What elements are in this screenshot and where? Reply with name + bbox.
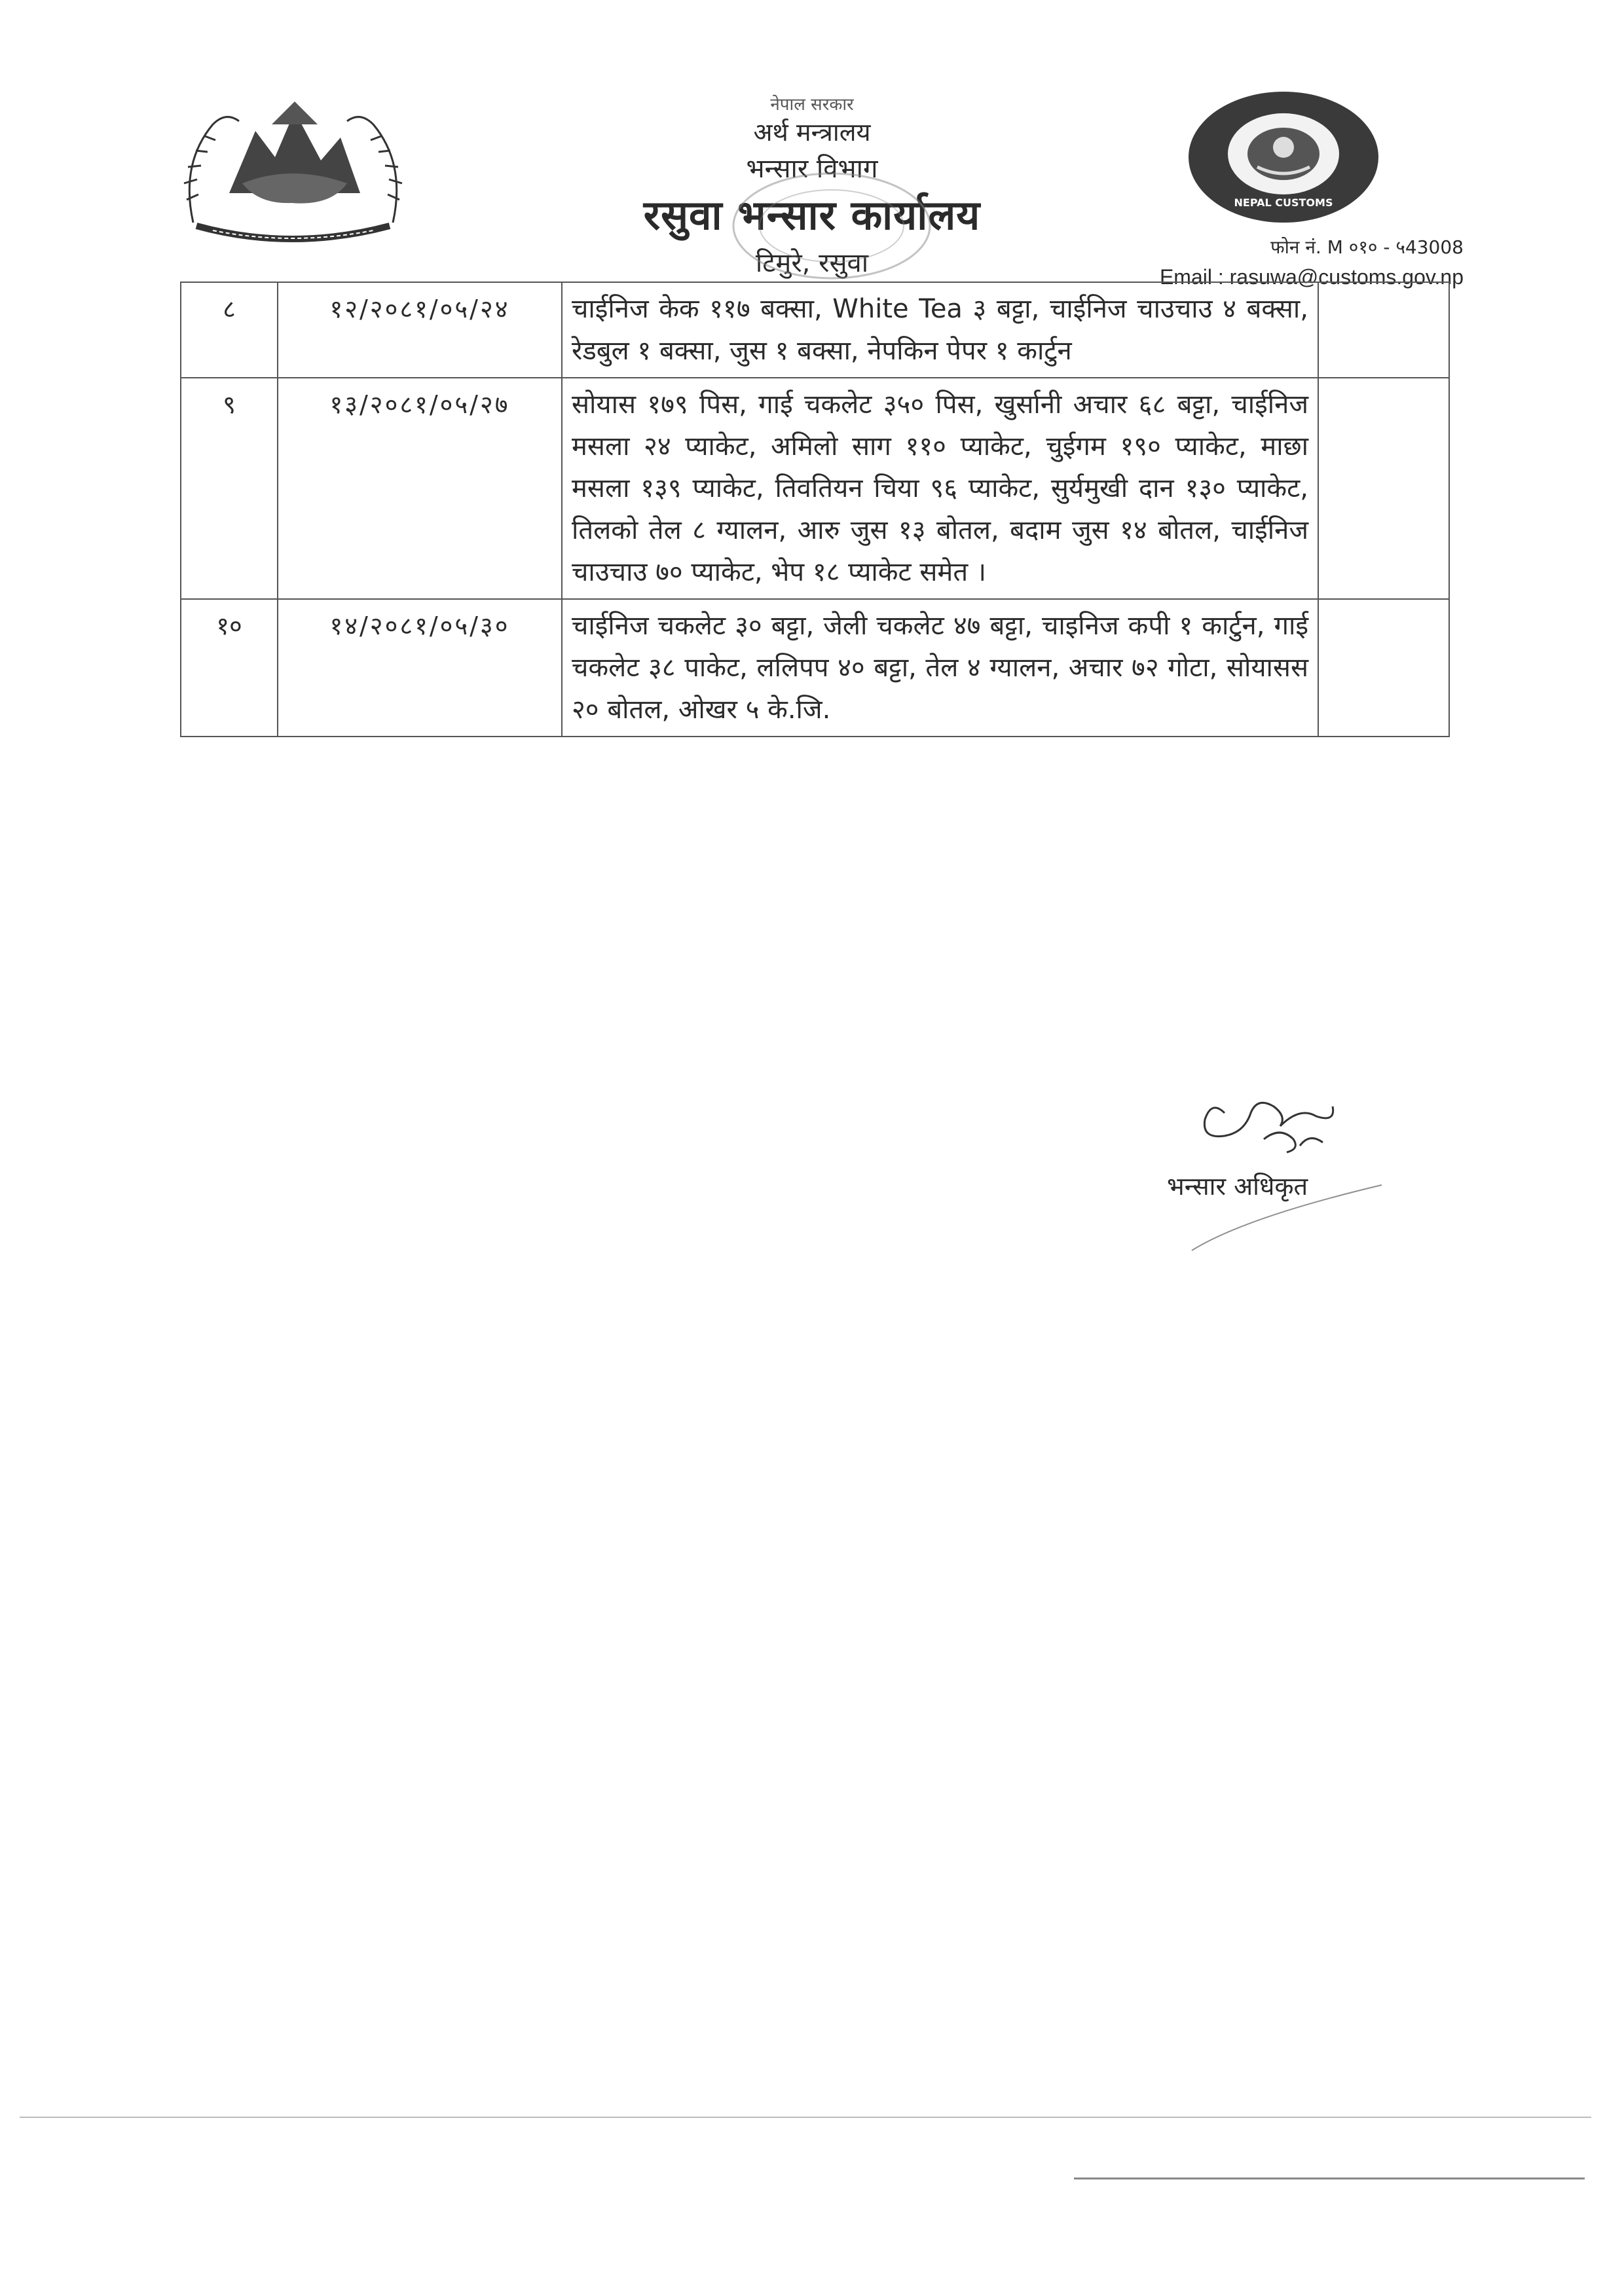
table-row [181, 599, 1449, 737]
header-phone: फोन नं. M ०१० - ५43008 [1270, 236, 1464, 258]
row-serial-number: १० [181, 599, 278, 737]
row-date: १३/२०८१/०५/२७ [278, 378, 562, 599]
customs-logo-text: NEPAL CUSTOMS [1234, 196, 1333, 209]
header-office-name: रसुवा भन्सार कार्यालय [643, 191, 981, 239]
row-serial-number: ८ [181, 282, 278, 378]
bottom-short-line [1074, 2178, 1585, 2179]
row-description: सोयास १७९ पिस, गाई चकलेट ३५० पिस, खुर्सानी अचार ६८ बट्टा, चाईनिज मसला २४ प्याकेट, अमिलो साग ११० प्याकेट, चुईगम १९० प्याकेट, माछा मसला १३९ प्याकेट, तिवतियन चिया ९६ प्याकेट, सुर्यमुखी दान १३० प्याकेट, तिलको तेल ८ ग्यालन, आरु जुस १३ बोतल, बदाम जुस १४ बोतल, चाईनिज चाउचाउ ७० प्याकेट, भेप १८ प्याकेट समेत । [562, 378, 1318, 599]
office-stamp [701, 164, 963, 288]
row-description: चाईनिज केक ११७ बक्सा, White Tea ३ बट्टा, चाईनिज चाउचाउ ४ बक्सा, रेडबुल १ बक्सा, जुस १ बक्सा, नेपकिन पेपर १ कार्टुन [562, 282, 1318, 378]
signatory-title: भन्सार अधिकृत [1167, 1172, 1308, 1201]
row-remarks [1318, 599, 1449, 737]
table-row [181, 378, 1449, 599]
row-remarks [1318, 282, 1449, 378]
header-department: भन्सार विभाग [746, 154, 878, 184]
header-location: टिमुरे, रसुवा [755, 248, 869, 278]
row-date: १२/२०८१/०५/२४ [278, 282, 562, 378]
header-government: नेपाल सरकार [770, 95, 854, 115]
row-date: १४/२०८१/०५/३० [278, 599, 562, 737]
header-ministry: अर्थ मन्त्रालय [753, 118, 871, 147]
header-email: Email : rasuwa@customs.gov.np [1159, 265, 1464, 289]
row-serial-number: ९ [181, 378, 278, 599]
table-row [181, 282, 1449, 378]
nepal-customs-logo-icon [1185, 88, 1382, 226]
row-remarks [1318, 378, 1449, 599]
seized-items-table [180, 282, 1450, 737]
row-description: चाईनिज चकलेट ३० बट्टा, जेली चकलेट ४७ बट्टा, चाइनिज कपी १ कार्टुन, गाई चकलेट ३८ पाकेट, ललिपप ४० बट्टा, तेल ४ ग्यालन, अचार ७२ गोटा, सोयासस २० बोतल, ओखर ५ के.जि. [562, 599, 1318, 737]
bottom-divider-line [20, 2117, 1591, 2118]
